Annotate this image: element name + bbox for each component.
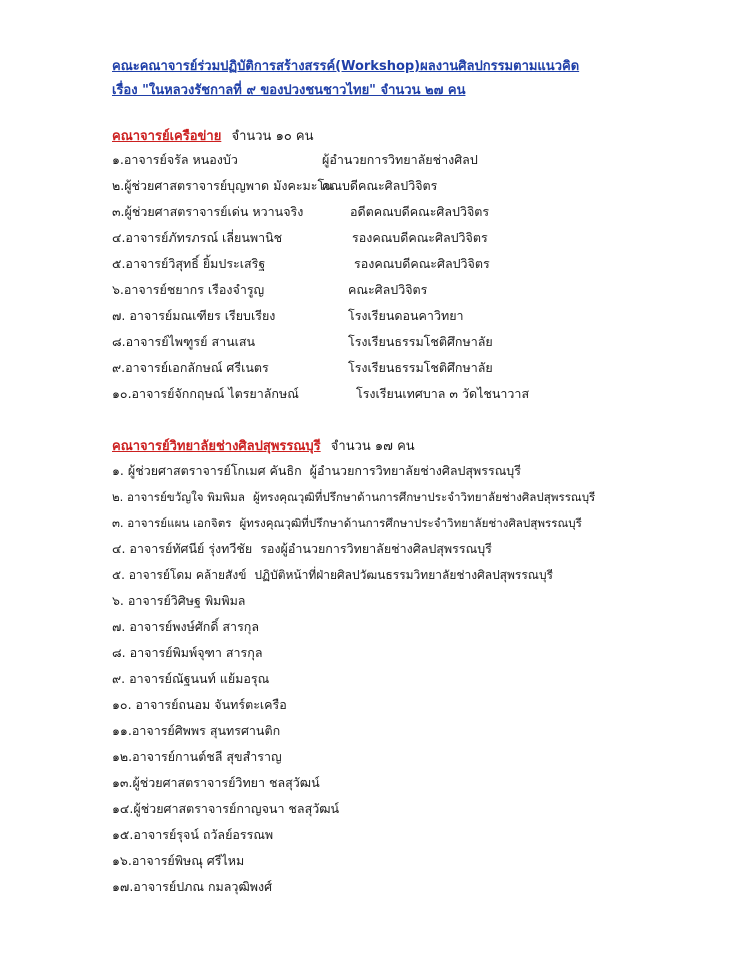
list-item	[112, 695, 295, 715]
list-item	[112, 877, 280, 897]
list-item	[112, 565, 553, 585]
list-item	[112, 747, 290, 767]
member-name: ๔. อาจารย์ทัศนีย์ รุ่งทวีชัย	[112, 541, 253, 556]
member-name: ๑๒.อาจารย์กานต์ชลี สุขสำราญ	[112, 749, 282, 764]
member-name: ๑๓.ผู้ช่วยศาสตราจารย์วิทยา ชลสุวัฒน์	[112, 775, 320, 790]
member-name: ๗. อาจารย์มณเฑียร เรียบเรียง	[112, 308, 276, 323]
section2-label: คณาจารย์วิทยาลัยช่างศิลปสุพรรณบุรี	[112, 439, 321, 454]
list-item	[112, 358, 493, 378]
member-name: ๑๐.อาจารย์จักกฤษณ์ ไตรยาลักษณ์	[112, 386, 299, 401]
member-name: ๘.อาจารย์ไพฑูรย์ สานเสน	[112, 334, 256, 349]
member-position: ปฏิบัติหน้าที่ฝ่ายศิลปวัฒนธรรมวิทยาลัยช่างศิลปสุพรรณบุรี	[254, 568, 553, 582]
member-position: คณะศิลปวิจิตร	[348, 282, 428, 297]
list-item	[112, 721, 288, 741]
member-name: ๓. อาจารย์แผน เอกจิตร	[112, 516, 232, 530]
member-name: ๑๐. อาจารย์ถนอม จันทร์ตะเครือ	[112, 697, 287, 712]
list-item	[112, 176, 438, 196]
list-item	[112, 851, 252, 871]
member-name: ๑. ผู้ช่วยศาสตราจารย์โกเมศ คันธิก	[112, 463, 302, 478]
list-item	[112, 643, 271, 663]
member-name: ๑๕.อาจารย์รุจน์ ถวัลย์อรรณพ	[112, 827, 274, 842]
list-item	[112, 461, 521, 481]
member-position: โรงเรียนธรรมโชติศึกษาลัย	[348, 360, 493, 375]
member-position: โรงเรียนธรรมโชติศึกษาลัย	[348, 334, 493, 349]
member-name: ๙. อาจารย์ณัฐนนท์ แย้มอรุณ	[112, 671, 270, 686]
member-name: ๑๗.อาจารย์ปภณ กมลวุฒิพงศ์	[112, 879, 273, 894]
list-item	[112, 306, 464, 326]
list-item	[112, 228, 488, 248]
member-position: รองผู้อำนวยการวิทยาลัยช่างศิลปสุพรรณบุรี	[260, 541, 492, 556]
list-item	[112, 202, 490, 222]
list-item	[112, 254, 490, 274]
section2-count: จำนวน ๑๗ คน	[330, 439, 415, 454]
list-item	[112, 487, 595, 507]
list-item	[112, 384, 530, 404]
list-item	[112, 513, 582, 533]
member-position: รองคณบดีคณะศิลปวิจิตร	[352, 230, 488, 245]
list-item	[112, 669, 277, 689]
member-name: ๕. อาจารย์โดม คล้ายสังข์	[112, 568, 247, 582]
list-item	[112, 799, 347, 819]
member-name: ๑.อาจารย์จรัล หนองบัว	[112, 152, 238, 167]
member-position: ผู้อำนวยการวิทยาลัยช่างศิลป	[322, 152, 478, 167]
member-position: ผู้ทรงคุณวุฒิที่ปรึกษาด้านการศึกษาประจำวิทยาลัยช่างศิลปสุพรรณบุรี	[239, 516, 582, 530]
list-item	[112, 280, 428, 300]
member-position: ผู้อำนวยการวิทยาลัยช่างศิลปสุพรรณบุรี	[309, 463, 521, 478]
list-item	[112, 150, 478, 170]
member-position: โรงเรียนเทศบาล ๓ วัดไชนาวาส	[356, 386, 530, 401]
member-name: ๖. อาจารย์วิศิษฐ พิมพิมล	[112, 593, 246, 608]
member-name: ๘. อาจารย์พิมพ์จุฑา สารกุล	[112, 645, 263, 660]
document-title-line1: คณะคณาจารย์ร่วมปฏิบัติการสร้างสรรค์(Workshop)ผลงานศิลปกรรมตามแนวคิด	[112, 59, 580, 74]
section1-label: คณาจารย์เครือข่าย	[112, 129, 222, 144]
section1-count: จำนวน ๑๐ คน	[231, 129, 314, 144]
member-position: คณบดีคณะศิลปวิจิตร	[322, 178, 438, 193]
member-name: ๑๔.ผู้ช่วยศาสตราจารย์กาญจนา ชลสุวัฒน์	[112, 801, 340, 816]
member-position: รองคณบดีคณะศิลปวิจิตร	[354, 256, 490, 271]
list-item	[112, 591, 253, 611]
list-item	[112, 539, 492, 559]
member-position: โรงเรียนดอนคาวิทยา	[348, 308, 464, 323]
member-name: ๕.อาจารย์วิสุทธิ์ ยิ้มประเสริฐ	[112, 256, 266, 271]
member-name: ๒. อาจารย์ขวัญใจ พิมพิมล	[112, 490, 245, 504]
member-name: ๙.อาจารย์เอกลักษณ์ ศรีเนตร	[112, 360, 269, 375]
member-name: ๓.ผู้ช่วยศาสตราจารย์เด่น หวานจริง	[112, 204, 304, 219]
member-name: ๑๖.อาจารย์พิษณุ ศรีไหม	[112, 853, 245, 868]
list-item	[112, 617, 267, 637]
list-item	[112, 332, 493, 352]
section1-heading	[112, 125, 313, 146]
list-item	[112, 773, 328, 793]
member-position: อดีตคณบดีคณะศิลปวิจิตร	[350, 204, 490, 219]
member-name: ๖.อาจารย์ชยากร เรืองจำรูญ	[112, 282, 265, 297]
member-name: ๒.ผู้ช่วยศาสตราจารย์บุญพาด มังคะมะโน	[112, 178, 333, 193]
document-title-line2: เรื่อง "ในหลวงรัชกาลที่ ๙ ของปวงชนชาวไทย" จำนวน ๒๗ คน	[112, 83, 466, 98]
section2-heading	[112, 435, 415, 456]
member-name: ๗. อาจารย์พงษ์ศักดิ์ สารกุล	[112, 619, 260, 634]
member-name: ๔.อาจารย์ภัทรภรณ์ เลี่ยนพานิช	[112, 230, 283, 245]
list-item	[112, 825, 281, 845]
member-name: ๑๑.อาจารย์ศิพพร สุนทรศานติก	[112, 723, 281, 738]
member-position: ผู้ทรงคุณวุฒิที่ปรึกษาด้านการศึกษาประจำวิทยาลัยช่างศิลปสุพรรณบุรี	[252, 490, 596, 504]
